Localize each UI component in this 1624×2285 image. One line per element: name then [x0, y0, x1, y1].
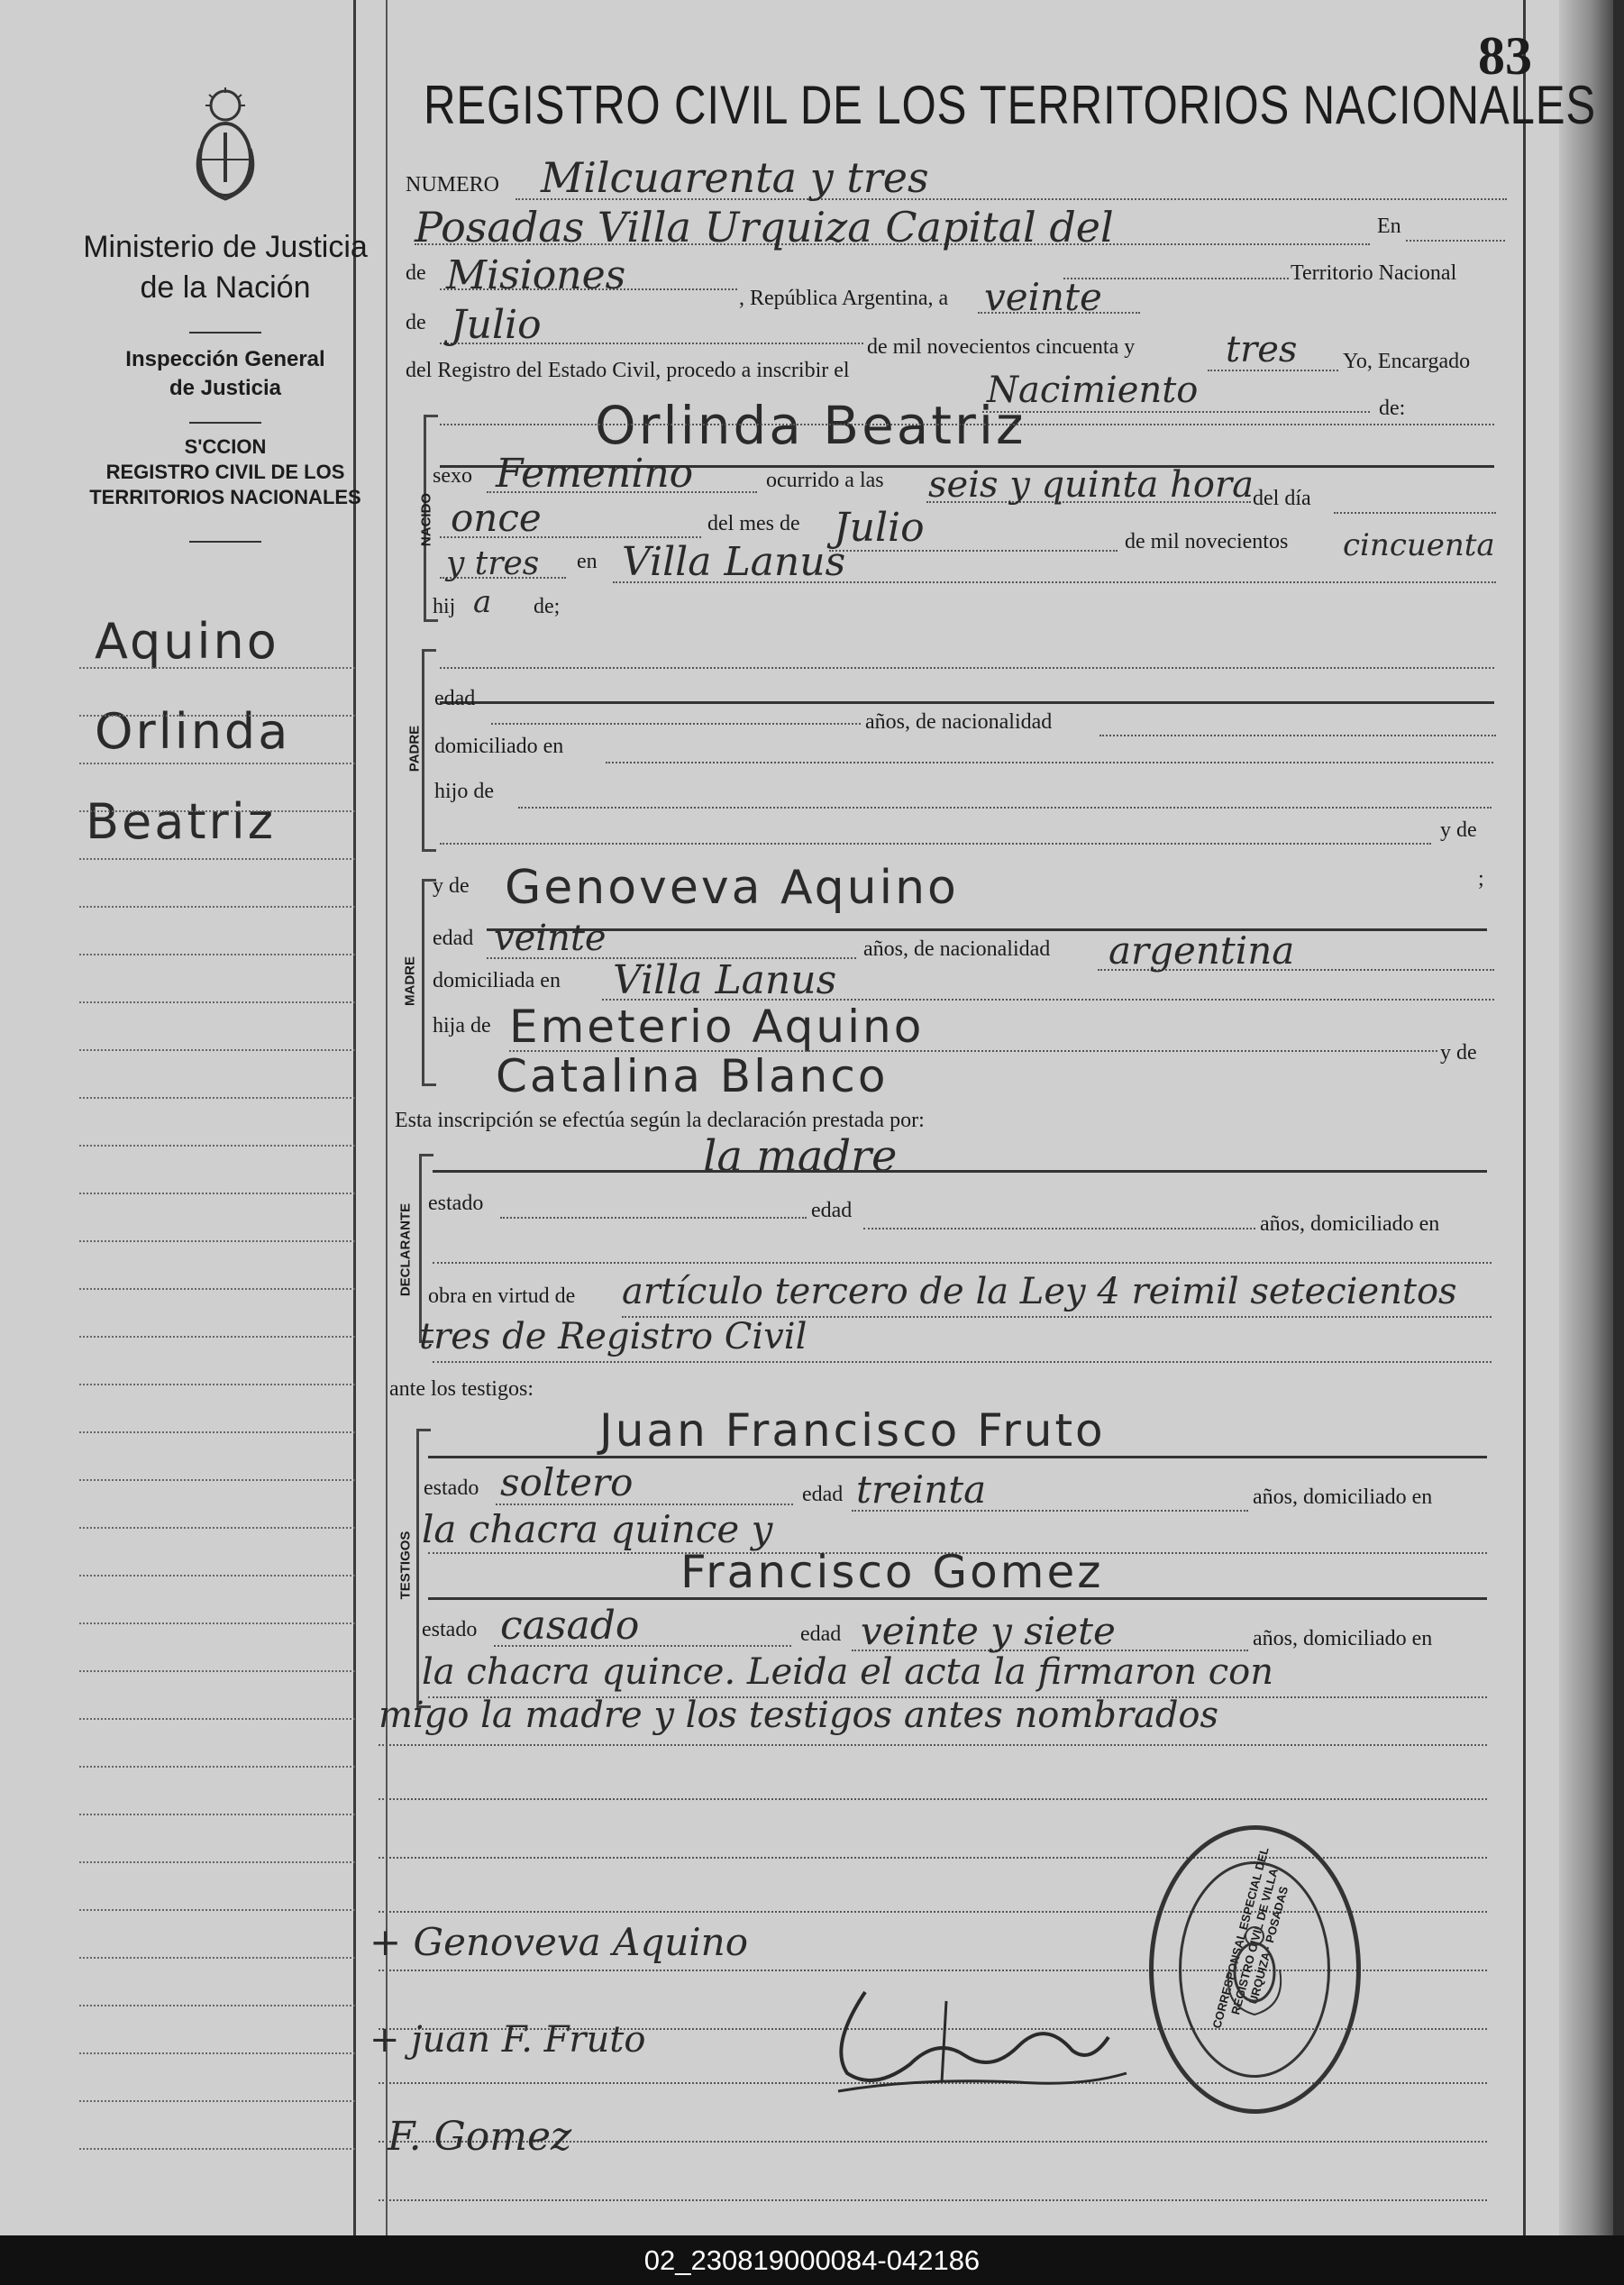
- territorio-label: Territorio Nacional: [1291, 261, 1457, 285]
- book-binding: [1559, 0, 1613, 2235]
- margin-surname: Aquino: [95, 613, 279, 670]
- ruled-line: [379, 1798, 1487, 1800]
- coat-of-arms-icon: [189, 86, 261, 203]
- testigo1-estado: soltero: [500, 1460, 634, 1504]
- madre-yde-label: y de: [433, 874, 470, 898]
- mes-value-2: Julio: [834, 505, 925, 551]
- lugar-value: Villa Lanus: [622, 539, 846, 585]
- margin-ruled-line: [79, 1431, 355, 1433]
- stamp-emblem-icon: [1218, 1920, 1291, 2019]
- testigo2-nombre: Francisco Gomez: [680, 1546, 1104, 1598]
- padre-nacionalidad-line: [1099, 735, 1496, 736]
- margin-ruled-line: [79, 1766, 355, 1768]
- margin-ruled-line: [79, 1909, 355, 1911]
- republica-label: , República Argentina, a: [739, 287, 949, 310]
- madre-edad-value: veinte: [494, 918, 607, 959]
- margin-ruled-line: [79, 715, 355, 717]
- acto-line: [982, 411, 1370, 413]
- margin-ruled-line: [79, 763, 355, 764]
- section-title: [81, 434, 370, 510]
- sexo-value: Femenino: [496, 451, 694, 497]
- declarante-section-label: DECLARANTE: [397, 1202, 414, 1297]
- inspection-line-2: de Justicia: [169, 376, 282, 400]
- margin-ruled-line: [79, 858, 355, 860]
- footer-image-id: 02_230819000084-042186: [0, 2235, 1624, 2285]
- margin-ruled-line: [79, 1097, 355, 1099]
- en-label: En: [1377, 215, 1401, 238]
- testigo1-underline: [428, 1456, 1487, 1458]
- acto-value: Nacimiento: [987, 370, 1199, 411]
- margin-ruled-line: [79, 1384, 355, 1385]
- hija-label: hij: [433, 595, 456, 618]
- padre-hijo-line: [518, 807, 1492, 809]
- padre-domicilio-label: domiciliado en: [434, 735, 564, 758]
- padre-section-label: PADRE: [406, 725, 423, 772]
- declarante-estado-label: estado: [428, 1192, 484, 1215]
- madre-edad-label: edad: [433, 927, 474, 950]
- madre-madre-value: Catalina Blanco: [496, 1050, 889, 1102]
- madre-nacionalidad-value: argentina: [1109, 928, 1295, 973]
- inspection-line-1: Inspección General: [125, 347, 325, 371]
- declarante-edad-line: [863, 1228, 1255, 1229]
- margin-ruled-line: [79, 1240, 355, 1242]
- padre-yde-label: y de: [1440, 818, 1477, 842]
- margin-ruled-line: [79, 1861, 355, 1863]
- page-number: 83: [1478, 26, 1532, 86]
- dia-line-2: [1334, 512, 1496, 514]
- section-line-1: S'CCION: [184, 435, 267, 458]
- margin-second-name: Beatriz: [86, 793, 277, 850]
- declarante-domicilio-label: años, domiciliado en: [1260, 1212, 1440, 1236]
- margin-ruled-line: [79, 1814, 355, 1815]
- declarante-edad-label: edad: [811, 1199, 853, 1222]
- madre-section-label: MADRE: [402, 956, 418, 1006]
- ruled-line: [379, 2199, 1487, 2201]
- nacido-section-label: NACIDO: [418, 492, 434, 547]
- page-edge-shadow: [1613, 0, 1624, 2235]
- margin-ruled-line: [79, 1001, 355, 1003]
- signature-testigo-2: F. Gomez: [388, 2114, 572, 2160]
- dia-value: veinte: [984, 275, 1102, 319]
- margin-ruled-line: [79, 1288, 355, 1290]
- territorio-value: Misiones: [446, 252, 626, 298]
- anio-value-2: cincuenta: [1343, 527, 1495, 563]
- official-stamp: [1149, 1825, 1361, 2114]
- anio-value: tres: [1226, 329, 1298, 370]
- nombre-dots: [440, 424, 1494, 425]
- margin-ruled-line: [79, 2100, 355, 2102]
- testigos-section-label: TESTIGOS: [397, 1531, 414, 1600]
- padre-madre-line: [440, 843, 1431, 845]
- divider: [189, 332, 261, 334]
- margin-ruled-line: [79, 1193, 355, 1194]
- obra-line-2: [433, 1361, 1492, 1363]
- numero-label: NUMERO: [406, 173, 500, 197]
- anio-label: de mil novecientos cincuenta y: [867, 335, 1136, 359]
- padre-hijo-label: hijo de: [434, 780, 494, 803]
- declarante-bracket: [419, 1154, 433, 1343]
- testigo1-dom-label: años, domiciliado en: [1253, 1485, 1433, 1509]
- ocurrido-label: ocurrido a las: [766, 469, 884, 492]
- obra-value: artículo tercero de la Ley 4 reimil setecientos: [622, 1271, 1457, 1312]
- obra-label: obra en virtud de: [428, 1284, 576, 1308]
- margin-ruled-line: [79, 1479, 355, 1481]
- sexo-label: sexo: [433, 464, 472, 488]
- margin-ruled-line: [79, 1718, 355, 1720]
- inspection-title: [81, 347, 370, 401]
- de-label: de: [406, 261, 426, 285]
- margin-ruled-line: [79, 2052, 355, 2054]
- declarante-domicilio-line: [433, 1262, 1492, 1264]
- testigo2-estado: casado: [500, 1603, 640, 1649]
- del-dia-label: del día: [1253, 487, 1311, 510]
- hija-de-label: de;: [534, 595, 561, 618]
- madre-nombre: Genoveva Aquino: [505, 861, 959, 915]
- testigo1-edad: treinta: [856, 1467, 987, 1512]
- signature-encargado: [811, 1965, 1136, 2118]
- cierre-line: [379, 1744, 1487, 1746]
- testigo2-edad: veinte y siete: [861, 1609, 1116, 1653]
- testigo1-domicilio: la chacra quince y: [422, 1507, 773, 1551]
- declarante-estado-line: [500, 1217, 807, 1219]
- testigos-intro: ante los testigos:: [389, 1377, 534, 1401]
- mes-label: del mes de: [707, 512, 800, 535]
- section-line-2: REGISTRO CIVIL DE LOS: [105, 461, 345, 483]
- padre-edad-label: edad: [434, 687, 476, 710]
- margin-ruled-line: [79, 2005, 355, 2006]
- cierre-text: migo la madre y los testigos antes nombrados: [379, 1695, 1219, 1736]
- margin-ruled-line: [79, 1145, 355, 1147]
- madre-padre-value: Emeterio Aquino: [509, 1001, 925, 1053]
- margin-ruled-line: [79, 1670, 355, 1672]
- testigo2-estado-label: estado: [422, 1618, 478, 1641]
- dia-value: once: [451, 496, 542, 540]
- testigo2-dom-label: años, domiciliado en: [1253, 1627, 1433, 1650]
- testigo1-nombre: Juan Francisco Fruto: [599, 1404, 1106, 1457]
- registro-label: del Registro del Estado Civil, procedo a inscribir el: [406, 359, 850, 382]
- de2-label: de: [406, 311, 426, 334]
- form-border: [386, 0, 388, 2235]
- en-line: [1406, 240, 1505, 242]
- signature-testigo-1: + juan F. Fruto: [370, 2019, 646, 2061]
- testigo2-underline: [428, 1597, 1487, 1600]
- madre-domicilio-label: domiciliada en: [433, 969, 561, 992]
- declaracion-intro: Esta inscripción se efectúa según la declaración prestada por:: [395, 1109, 925, 1132]
- padre-nombre-dots: [440, 667, 1494, 669]
- madre-nombre-underline: [487, 928, 1487, 931]
- margin-ruled-line: [79, 1049, 355, 1051]
- hija-suffix: a: [473, 584, 492, 620]
- margin-ruled-line: [79, 906, 355, 908]
- anio-label-2: de mil novecientos: [1125, 530, 1289, 553]
- padre-edad-line: [491, 723, 861, 725]
- margin-ruled-line: [79, 2148, 355, 2150]
- ministry-line-1: Ministerio de Justicia: [83, 230, 368, 264]
- margin-ruled-line: [79, 1527, 355, 1529]
- numero-value: Milcuarenta y tres: [541, 153, 929, 202]
- signature-madre: + Genoveva Aquino: [370, 1920, 749, 1964]
- encargado-label: Yo, Encargado: [1343, 350, 1471, 373]
- ministry-line-2: de la Nación: [140, 270, 311, 305]
- section-line-3: TERRITORIOS NACIONALES: [89, 486, 361, 508]
- testigo2-domicilio: la chacra quince. Leida el acta la firmaron con: [422, 1651, 1273, 1693]
- stamp-text: CORRESPONSAL ESPECIAL DEL REGISTRO CIVIL DE VILLA URQUIZA · POSADAS: [1209, 1845, 1291, 2030]
- hora-value: seis y quinta hora: [928, 464, 1254, 506]
- madre-yde2-label: y de: [1440, 1041, 1477, 1065]
- lugar-label: en: [577, 550, 598, 573]
- padre-nombre-underline: [440, 701, 1494, 704]
- page-title: REGISTRO CIVIL DE LOS TERRITORIOS NACIONALES: [424, 75, 1596, 135]
- ministry-name: [81, 230, 370, 306]
- margin-ruled-line: [79, 1622, 355, 1624]
- margin-ruled-line: [79, 1575, 355, 1577]
- madre-nacionalidad-label: años, de nacionalidad: [863, 937, 1051, 961]
- left-margin-rule: [353, 0, 356, 2235]
- obra-value-2: tres de Registro Civil: [419, 1316, 807, 1357]
- margin-ruled-line: [79, 810, 355, 812]
- anio-value-3: y tres: [446, 545, 540, 582]
- madre-hija-label: hija de: [433, 1014, 491, 1037]
- margin-ruled-line: [79, 954, 355, 955]
- margin-ruled-line: [79, 1336, 355, 1338]
- testigo1-estado-label: estado: [424, 1476, 479, 1500]
- declarante-underline: [433, 1170, 1487, 1173]
- testigo1-edad-label: edad: [802, 1483, 844, 1506]
- margin-first-name: Orlinda: [95, 703, 291, 760]
- margin-ruled-line: [79, 667, 355, 669]
- divider: [189, 422, 261, 424]
- mes-value: Julio: [451, 302, 542, 348]
- madre-domicilio-value: Villa Lanus: [613, 957, 837, 1003]
- divider: [189, 541, 261, 543]
- margin-ruled-line: [79, 1957, 355, 1959]
- declarante-value: la madre: [703, 1131, 898, 1182]
- padre-domicilio-line: [606, 762, 1493, 763]
- nombre-value: Orlinda Beatriz: [595, 395, 1026, 456]
- right-margin-rule: [1523, 0, 1526, 2235]
- de3-label: de:: [1379, 397, 1406, 420]
- testigo2-edad-label: edad: [800, 1622, 842, 1646]
- madre-semicolon: ;: [1478, 867, 1484, 891]
- place-value: Posadas Villa Urquiza Capital del: [415, 203, 1114, 251]
- padre-nacionalidad-label: años, de nacionalidad: [865, 710, 1053, 734]
